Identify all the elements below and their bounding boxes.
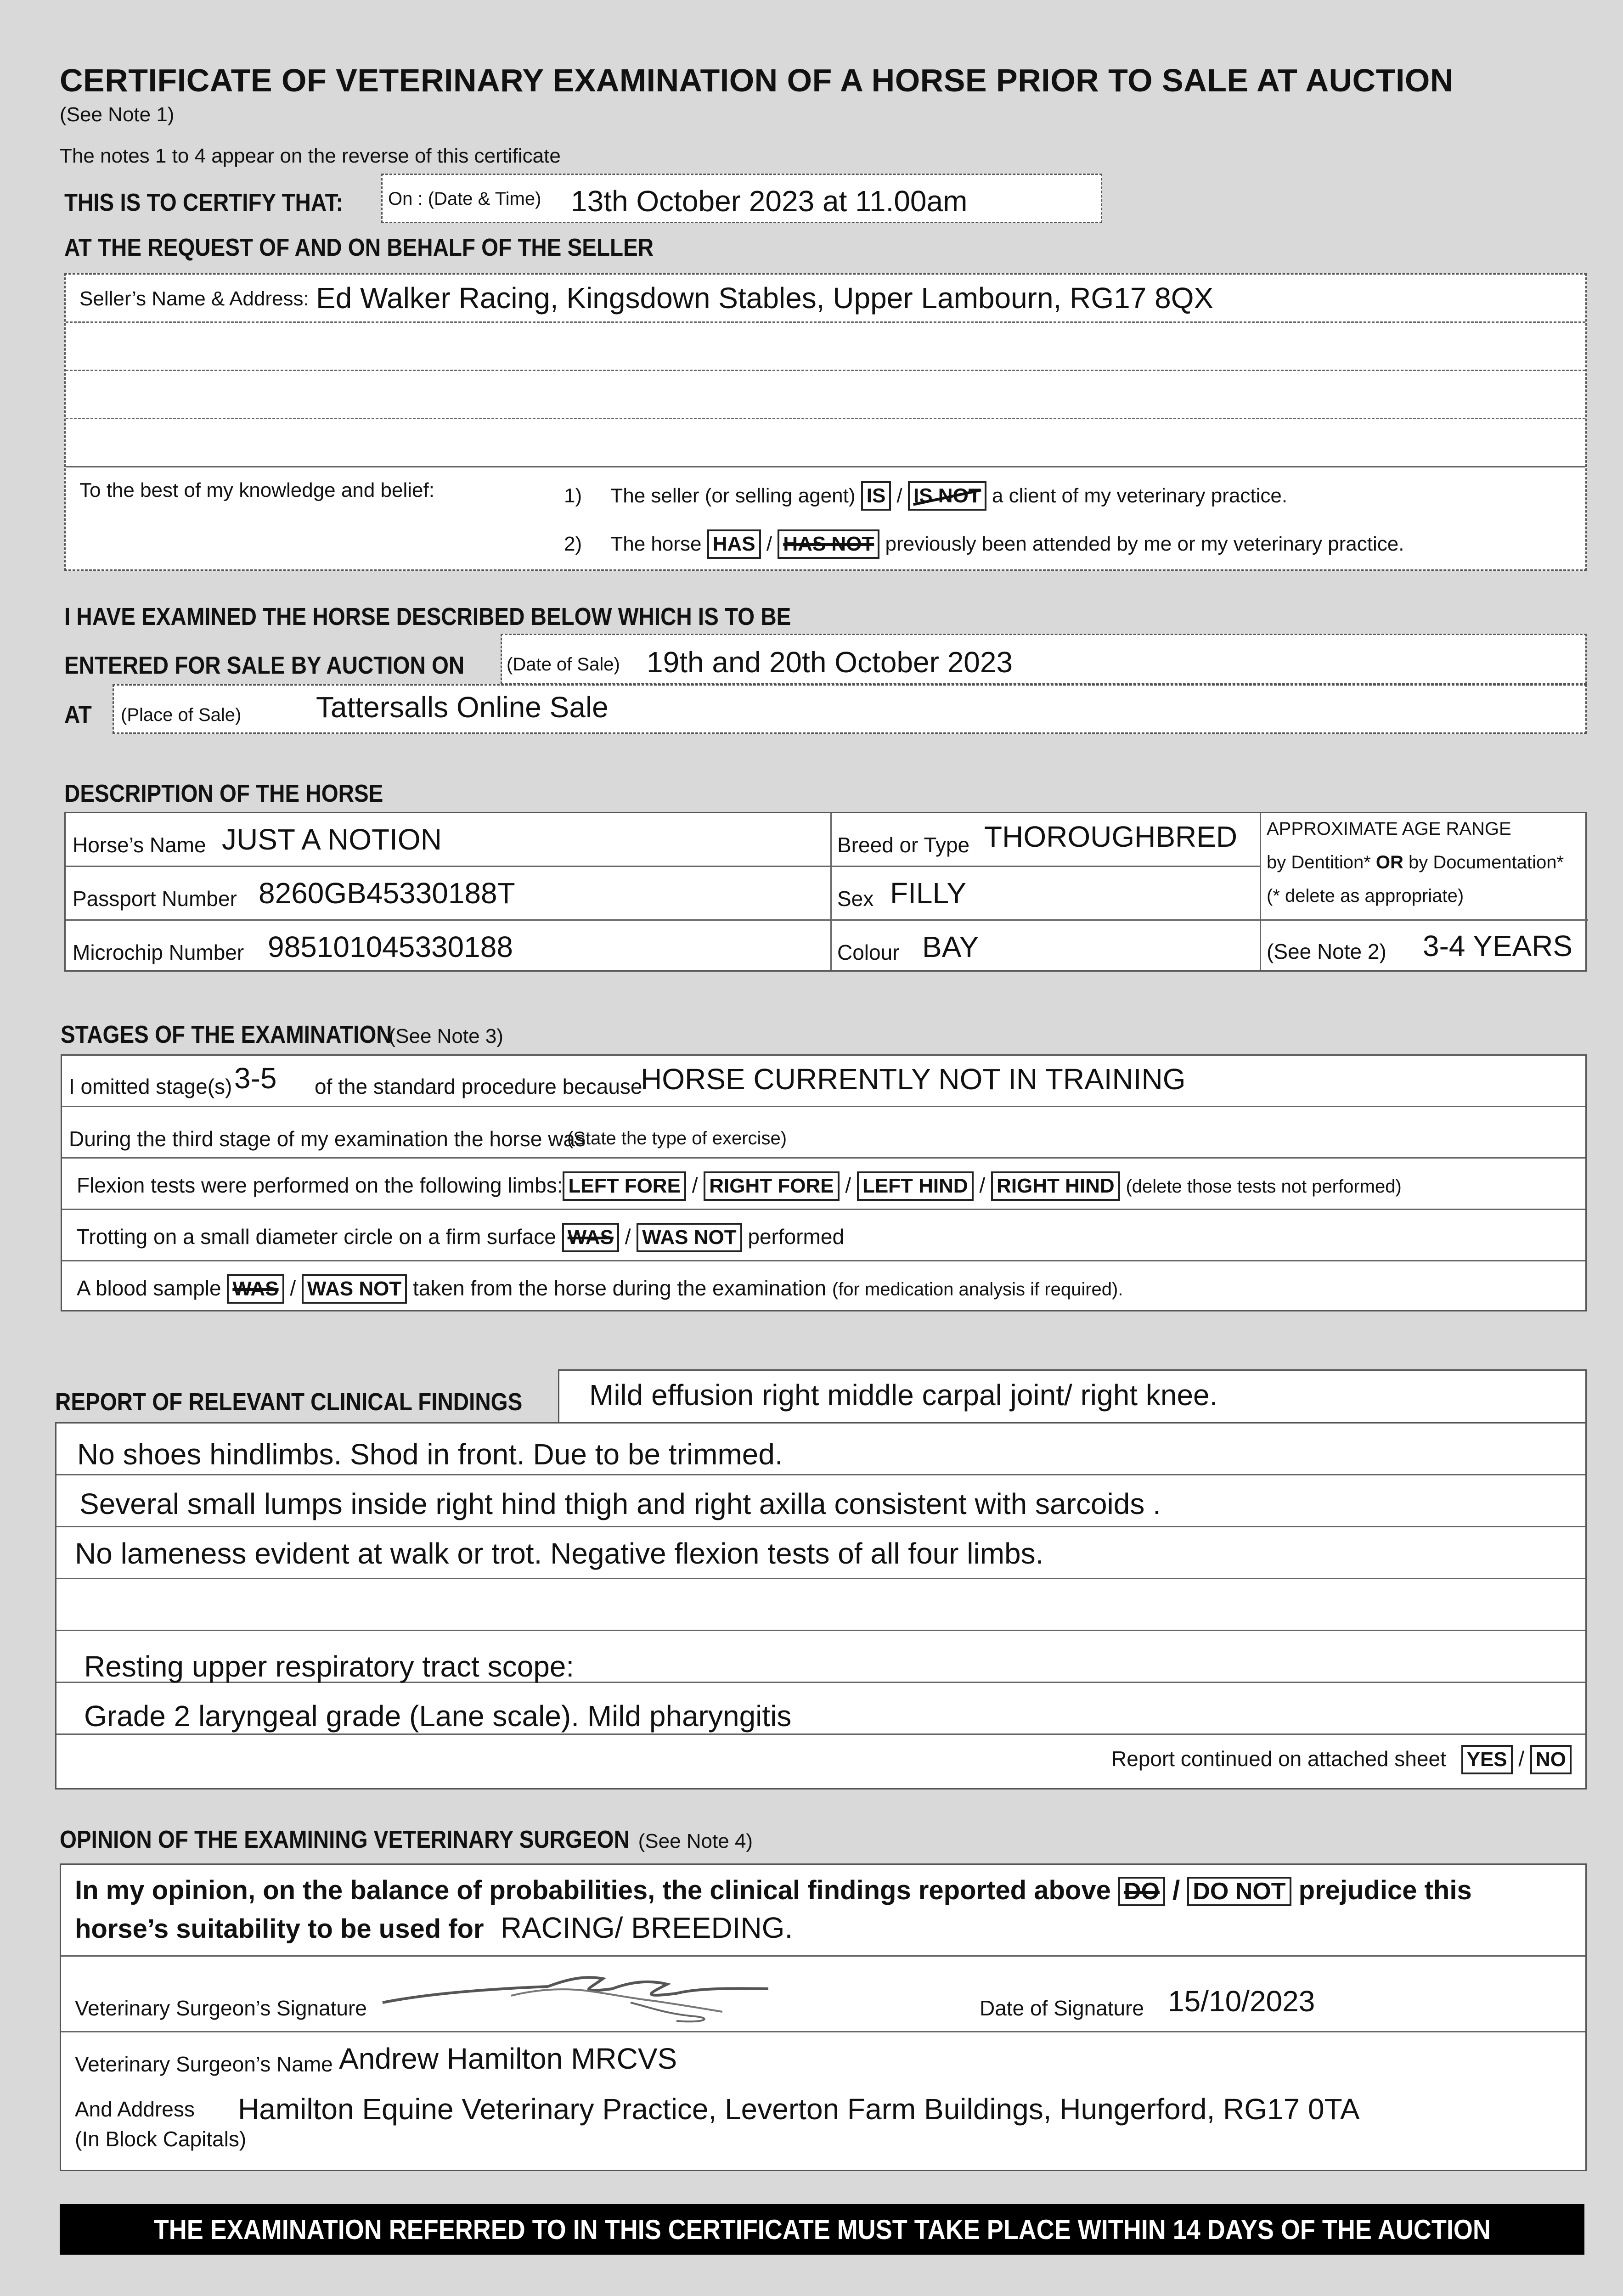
sex-row[interactable]	[837, 867, 1255, 919]
breed-value: THOROUGHBRED	[984, 820, 1238, 853]
item2-text: The horse	[610, 533, 702, 555]
item1-num: 1)	[564, 484, 582, 507]
item2-option-has[interactable]: HAS	[707, 529, 761, 559]
findings-line-6-text: Resting upper respiratory tract scope:	[84, 1650, 575, 1683]
footer-text: THE EXAMINATION REFERRED TO IN THIS CERTIFICATE MUST TAKE PLACE WITHIN 14 DAYS OF THE AUCTION	[153, 2214, 1491, 2245]
age-by-dentition[interactable]: by Dentition*	[1267, 852, 1371, 872]
sale-heading-1: I HAVE EXAMINED THE HORSE DESCRIBED BELOW WHICH IS TO BE	[64, 603, 791, 630]
blood-option-was[interactable]: WAS	[227, 1274, 284, 1304]
sale-place-field[interactable]	[113, 684, 1587, 734]
vet-details	[61, 2032, 1585, 2172]
findings-line-2-text: No shoes hindlimbs. Shod in front. Due to be trimmed.	[77, 1438, 783, 1471]
opinion-statement-c: horse’s suitability to be used for	[75, 1914, 484, 1944]
omitted-stages-row[interactable]	[62, 1056, 1585, 1107]
horse-heading: DESCRIPTION OF THE HORSE	[64, 780, 383, 807]
breed-row[interactable]	[837, 813, 1255, 866]
certificate-title: CERTIFICATE OF VETERINARY EXAMINATION OF A HORSE PRIOR TO SALE AT AUCTION	[60, 62, 1454, 98]
flexion-line: Flexion tests were performed on the following limbs: LEFT FORE / RIGHT FORE / LEFT HIND / RIGHT HIND (delete those tests not performed)	[77, 1171, 1402, 1201]
opinion-heading: OPINION OF THE EXAMINING VETERINARY SURGEON	[60, 1826, 630, 1853]
exam-date-value: 13th October 2023 at 11.00am	[571, 185, 968, 218]
notes-info: The notes 1 to 4 appear on the reverse of this certificate	[60, 145, 561, 167]
age-value: 3-4 YEARS	[1423, 929, 1573, 962]
opinion-note: (See Note 4)	[638, 1830, 753, 1852]
findings-line-7-text: Grade 2 laryngeal grade (Lane scale). Mild pharyngitis	[84, 1699, 792, 1733]
findings-line-3[interactable]	[56, 1475, 1585, 1527]
breed-label: Breed or Type	[837, 833, 970, 857]
findings-line-3-text: Several small lumps inside right hind thigh and right axilla consistent with sarcoids .	[79, 1487, 1161, 1520]
findings-table	[55, 1422, 1587, 1790]
stages-table	[61, 1054, 1587, 1311]
colour-label: Colour	[837, 940, 900, 964]
trot-line: Trotting on a small diameter circle on a firm surface WAS / WAS NOT performed	[77, 1223, 844, 1252]
continued-line: Report continued on attached sheet YES / NO	[1111, 1745, 1572, 1774]
flexion-text: Flexion tests were performed on the following limbs:	[77, 1173, 563, 1197]
findings-line-2[interactable]	[56, 1424, 1585, 1475]
signature-row	[61, 1957, 1585, 2032]
findings-heading: REPORT OF RELEVANT CLINICAL FINDINGS	[55, 1388, 523, 1416]
seller-address-line-2[interactable]	[66, 323, 1585, 371]
blood-text: A blood sample	[77, 1276, 221, 1300]
blood-option-was-not[interactable]: WAS NOT	[302, 1274, 407, 1304]
vet-address-label: And Address	[75, 2097, 195, 2121]
sale-at-label: AT	[64, 701, 92, 728]
age-value-row[interactable]	[1267, 921, 1586, 973]
stages-heading-line	[61, 1020, 503, 1049]
item1-option-is-not[interactable]: IS NOT	[908, 481, 986, 511]
item2-line: 2) The horse HAS / HAS NOT previously been attended by me or my veterinary practice.	[564, 529, 1404, 559]
signature-label: Veterinary Surgeon’s Signature	[75, 1996, 367, 2020]
passport-row[interactable]	[73, 867, 826, 919]
opinion-statement-a: In my opinion, on the balance of probabilities, the clinical findings reported above	[75, 1875, 1111, 1905]
seller-name-row[interactable]	[66, 275, 1585, 323]
blood-note: (for medication analysis if required).	[832, 1279, 1123, 1300]
colour-row[interactable]	[837, 921, 1255, 973]
sale-date-field[interactable]	[501, 634, 1587, 684]
microchip-value: 985101045330188	[268, 930, 513, 963]
findings-line-7[interactable]	[56, 1683, 1585, 1735]
sex-label: Sex	[837, 887, 874, 911]
omitted-mid: of the standard procedure because	[315, 1075, 642, 1098]
horse-name-value: JUST A NOTION	[222, 823, 442, 856]
limb-right-fore[interactable]: RIGHT FORE	[704, 1171, 839, 1201]
vet-address-value[interactable]: Hamilton Equine Veterinary Practice, Leverton Farm Buildings, Hungerford, RG17 0TA	[238, 2093, 1360, 2126]
limb-left-hind[interactable]: LEFT HIND	[857, 1171, 974, 1201]
horse-name-row[interactable]	[73, 813, 826, 866]
sale-heading-2: ENTERED FOR SALE BY AUCTION ON	[64, 652, 465, 679]
item1-tail: a client of my veterinary practice.	[992, 484, 1288, 507]
vet-address-sub: (In Block Capitals)	[75, 2127, 247, 2151]
opinion-line-1: In my opinion, on the balance of probabilities, the clinical findings reported above DO / DO NOT prejudice this	[75, 1875, 1472, 1905]
microchip-row[interactable]	[73, 921, 826, 973]
trot-row	[62, 1210, 1585, 1261]
age-or: OR	[1375, 852, 1403, 872]
sale-place-value: Tattersalls Online Sale	[316, 691, 609, 724]
findings-line-4[interactable]	[56, 1527, 1585, 1579]
stages-heading: STAGES OF THE EXAMINATION	[61, 1021, 392, 1048]
seller-section	[64, 273, 1587, 571]
limb-right-hind[interactable]: RIGHT HIND	[991, 1171, 1120, 1201]
horse-name-label: Horse’s Name	[73, 833, 206, 857]
horse-table	[64, 812, 1587, 972]
passport-value: 8260GB45330188T	[259, 877, 515, 910]
third-stage-text: During the third stage of my examination the horse was	[69, 1127, 586, 1151]
opinion-statement-b: prejudice this	[1298, 1875, 1472, 1905]
trot-option-was-not[interactable]: WAS NOT	[637, 1223, 742, 1252]
date-signature-label: Date of Signature	[980, 1996, 1144, 2020]
certify-label: THIS IS TO CERTIFY THAT:	[64, 189, 344, 216]
findings-line-1-text: Mild effusion right middle carpal joint/ right knee.	[589, 1379, 1218, 1412]
blood-row	[62, 1261, 1585, 1313]
colour-value: BAY	[922, 930, 979, 963]
opinion-box	[60, 1863, 1587, 2171]
seller-address-line-4[interactable]	[66, 419, 1585, 467]
blood-tail: taken from the horse during the examination	[413, 1276, 827, 1300]
age-by-documentation[interactable]: by Documentation*	[1409, 852, 1564, 872]
continued-text: Report continued on attached sheet	[1111, 1747, 1446, 1771]
blood-line: A blood sample WAS / WAS NOT taken from the horse during the examination (for medication analysis if required).	[77, 1274, 1123, 1304]
request-label: AT THE REQUEST OF AND ON BEHALF OF THE SELLER	[64, 234, 654, 261]
sale-date-value: 19th and 20th October 2023	[647, 646, 1013, 679]
vet-name-label: Veterinary Surgeon’s Name	[75, 2052, 333, 2076]
limb-left-fore[interactable]: LEFT FORE	[563, 1171, 686, 1201]
findings-line-1[interactable]	[558, 1369, 1587, 1422]
microchip-label: Microchip Number	[73, 940, 244, 964]
continued-yes[interactable]: YES	[1461, 1745, 1513, 1774]
flexion-row	[62, 1159, 1585, 1210]
seller-name-label: Seller’s Name & Address:	[79, 287, 309, 310]
opinion-line-2	[75, 1911, 793, 1945]
seller-address-line-3[interactable]	[66, 371, 1585, 419]
findings-line-5[interactable]	[56, 1579, 1585, 1631]
findings-line-6[interactable]	[56, 1631, 1585, 1683]
sex-value: FILLY	[890, 877, 966, 910]
age-range-info	[1267, 813, 1586, 919]
exam-date-label: On : (Date & Time)	[388, 189, 541, 209]
opinion-option-do-not[interactable]: DO NOT	[1187, 1877, 1291, 1906]
trot-text: Trotting on a small diameter circle on a firm surface	[77, 1225, 556, 1249]
continued-no[interactable]: NO	[1530, 1745, 1572, 1774]
date-signature-value[interactable]: 15/10/2023	[1168, 1985, 1315, 2018]
stages-note: (See Note 3)	[389, 1025, 503, 1047]
vet-name-value[interactable]: Andrew Hamilton MRCVS	[339, 2042, 677, 2075]
footer-banner	[60, 2204, 1584, 2255]
findings-line-4-text: No lameness evident at walk or trot. Negative flexion tests of all four limbs.	[75, 1537, 1044, 1570]
opinion-use-value: RACING/ BREEDING.	[500, 1911, 793, 1944]
opinion-heading-line	[60, 1825, 753, 1854]
omitted-reason: HORSE CURRENTLY NOT IN TRAINING	[641, 1063, 1186, 1096]
age-delete-note: (* delete as appropriate)	[1267, 886, 1464, 906]
item2-option-has-not[interactable]: HAS NOT	[778, 529, 879, 559]
exam-date-field[interactable]	[381, 174, 1102, 223]
passport-label: Passport Number	[73, 887, 237, 911]
see-note-1: (See Note 1)	[60, 103, 175, 126]
knowledge-label: To the best of my knowledge and belief:	[79, 479, 434, 501]
trot-option-was[interactable]: WAS	[562, 1223, 619, 1252]
trot-tail: performed	[748, 1225, 845, 1249]
age-options	[1267, 852, 1564, 873]
item1-line: 1) The seller (or selling agent) IS / IS NOT a client of my veterinary practice.	[564, 481, 1287, 511]
third-stage-note: (State the type of exercise)	[567, 1128, 787, 1148]
item2-tail: previously been attended by me or my veterinary practice.	[885, 533, 1404, 555]
sale-date-label: (Date of Sale)	[507, 654, 620, 675]
signature-image	[373, 1961, 787, 2030]
opinion-option-do[interactable]: DO	[1118, 1877, 1165, 1906]
item1-option-is[interactable]: IS	[861, 481, 891, 511]
item1-text: The seller (or selling agent)	[610, 484, 856, 507]
opinion-statement	[61, 1865, 1585, 1957]
age-heading: APPROXIMATE AGE RANGE	[1267, 819, 1511, 839]
age-note: (See Note 2)	[1267, 940, 1386, 963]
seller-name-value: Ed Walker Racing, Kingsdown Stables, Upper Lambourn, RG17 8QX	[316, 281, 1214, 315]
omitted-value: 3-5	[234, 1062, 277, 1095]
item2-num: 2)	[564, 533, 582, 555]
sale-place-label: (Place of Sale)	[121, 705, 242, 725]
flexion-note: (delete those tests not performed)	[1126, 1176, 1402, 1197]
third-stage-row[interactable]	[62, 1107, 1585, 1159]
omitted-label: I omitted stage(s)	[69, 1075, 232, 1098]
